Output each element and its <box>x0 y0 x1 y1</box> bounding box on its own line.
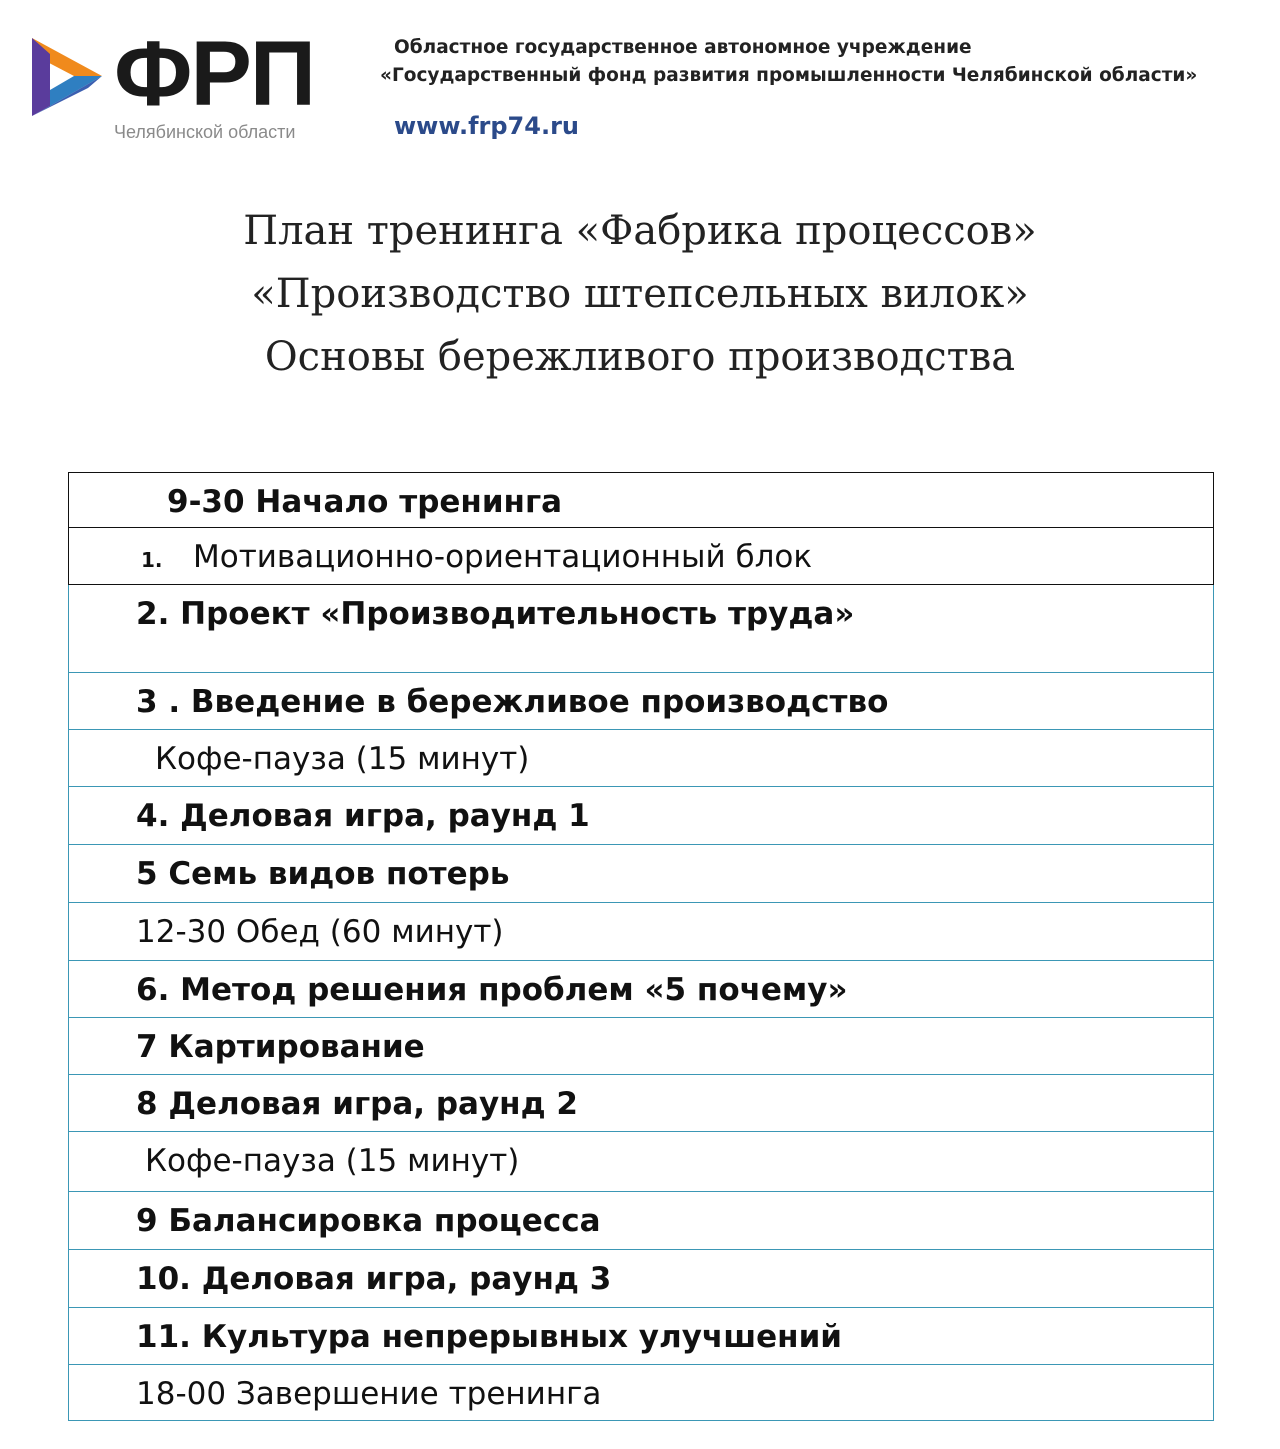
table-row <box>69 903 1214 961</box>
table-row <box>69 1192 1214 1250</box>
frp-logo-play-icon <box>28 36 106 118</box>
schedule-item-7: 7 Картирование <box>136 1029 425 1065</box>
table-row <box>69 1018 1214 1075</box>
schedule-start: 9-30 Начало тренинга <box>167 484 563 520</box>
frp-logo <box>28 23 328 146</box>
schedule-item-11: 11. Культура непрерывных улучшений <box>136 1319 843 1355</box>
table-row <box>69 528 1214 585</box>
table-row <box>69 787 1214 845</box>
table-row <box>69 1250 1214 1308</box>
logo-subtitle: Челябинской области <box>114 122 296 142</box>
schedule-item-9: 9 Балансировка процесса <box>136 1203 601 1239</box>
training-schedule-table <box>68 472 1214 1421</box>
table-row <box>69 1132 1214 1192</box>
table-row <box>69 1075 1214 1132</box>
lunch-break: 12-30 Обед (60 минут) <box>136 914 504 950</box>
org-line-2: «Государственный фонд развития промышленности Челябинской области» <box>380 65 1198 86</box>
table-row <box>69 730 1214 787</box>
schedule-item-8: 8 Деловая игра, раунд 2 <box>136 1086 578 1122</box>
schedule-item-1 <box>69 528 1213 573</box>
table-row <box>69 673 1214 730</box>
page-title <box>0 200 1280 389</box>
schedule-item-5: 5 Семь видов потерь <box>136 856 510 892</box>
schedule-item-2: 2. Проект «Производительность труда» <box>136 596 855 632</box>
schedule-item-6: 6. Метод решения проблем «5 почему» <box>136 972 848 1008</box>
schedule-end: 18-00 Завершение тренинга <box>136 1376 602 1412</box>
item-label: Мотивационно-ориентационный блок <box>193 539 813 575</box>
table-row <box>69 585 1214 673</box>
schedule-item-3: 3 . Введение в бережливое производство <box>136 684 889 720</box>
table-row <box>69 473 1214 528</box>
table-row <box>69 961 1214 1018</box>
org-line-1: Областное государственное автономное учреждение <box>394 37 972 58</box>
title-line-2: «Производство штепсельных вилок» <box>251 271 1029 317</box>
organization-name <box>380 34 1260 90</box>
coffee-break-1: Кофе-пауза (15 минут) <box>155 741 530 777</box>
coffee-break-2: Кофе-пауза (15 минут) <box>145 1143 520 1179</box>
website-link[interactable]: www.frp74.ru <box>394 112 579 140</box>
table-row <box>69 845 1214 903</box>
table-row <box>69 1308 1214 1365</box>
title-line-3: Основы бережливого производства <box>264 334 1016 380</box>
title-line-1: План тренинга «Фабрика процессов» <box>243 208 1037 254</box>
schedule-item-10: 10. Деловая игра, раунд 3 <box>136 1261 612 1297</box>
schedule-item-4: 4. Деловая игра, раунд 1 <box>136 798 590 834</box>
logo-text: ФРП <box>114 23 315 125</box>
item-number: 1. <box>141 548 163 572</box>
table-row <box>69 1365 1214 1421</box>
